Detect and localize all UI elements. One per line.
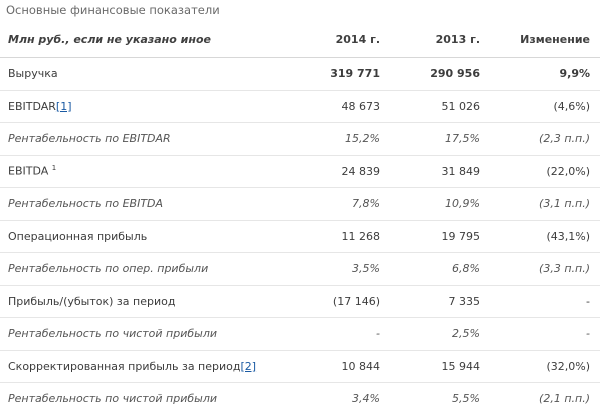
value-2013: 2,5% bbox=[380, 318, 480, 351]
value-2014: - bbox=[250, 318, 380, 351]
page-title: Основные финансовые показатели bbox=[6, 3, 220, 17]
value-change: (22,0%) bbox=[480, 155, 590, 188]
value-2014: 48 673 bbox=[250, 90, 380, 123]
table-header-row bbox=[0, 21, 600, 58]
header-year-2014: 2014 г. bbox=[250, 21, 380, 58]
row-label: Прибыль/(убыток) за период bbox=[0, 285, 250, 318]
value-2013: 10,9% bbox=[380, 188, 480, 221]
row-label: Рентабельность по EBITDAR bbox=[0, 123, 250, 156]
row-label: Рентабельность по EBITDA bbox=[0, 188, 250, 221]
footnote-superscript: 1 bbox=[51, 164, 57, 173]
value-2014: 10 844 bbox=[250, 350, 380, 383]
value-2013: 17,5% bbox=[380, 123, 480, 156]
value-change: (43,1%) bbox=[480, 220, 590, 253]
table-row-net-margin bbox=[0, 318, 600, 351]
value-2014: 24 839 bbox=[250, 155, 380, 188]
row-label: EBITDAR bbox=[8, 99, 56, 113]
row-label: Рентабельность по чистой прибыли bbox=[8, 392, 218, 406]
value-change: 9,9% bbox=[480, 58, 590, 91]
value-2013: 290 956 bbox=[380, 58, 480, 91]
value-change: (2,1 п.п.) bbox=[539, 392, 590, 406]
value-2014: 3,5% bbox=[250, 253, 380, 286]
value-change: (2,3 п.п.) bbox=[480, 123, 590, 156]
row-label: Выручка bbox=[0, 58, 250, 91]
row-label: Операционная прибыль bbox=[0, 220, 250, 253]
table-row-operating-margin bbox=[0, 253, 600, 286]
value-2014: (17 146) bbox=[250, 285, 380, 318]
footnote-link-1[interactable]: [1] bbox=[55, 99, 72, 113]
value-2013: 19 795 bbox=[380, 220, 480, 253]
value-2013: 15 944 bbox=[380, 350, 480, 383]
financial-table bbox=[0, 21, 600, 415]
value-change: - bbox=[480, 318, 590, 351]
value-2013: 7 335 bbox=[380, 285, 480, 318]
value-2014: 319 771 bbox=[250, 58, 380, 91]
value-change: (3,1 п.п.) bbox=[480, 188, 590, 221]
table-row-net-profit bbox=[0, 285, 600, 318]
table-row-adjusted-margin bbox=[0, 383, 600, 415]
value-change: (3,3 п.п.) bbox=[480, 253, 590, 286]
table-row-revenue bbox=[0, 58, 600, 91]
value-2014: 15,2% bbox=[250, 123, 380, 156]
value-2014: 3,4% bbox=[352, 392, 380, 406]
value-2014: 11 268 bbox=[250, 220, 380, 253]
row-label: Рентабельность по опер. прибыли bbox=[0, 253, 250, 286]
value-2013: 51 026 bbox=[380, 90, 480, 123]
value-2013: 6,8% bbox=[380, 253, 480, 286]
row-label-cell bbox=[0, 90, 250, 123]
table-row-adjusted-profit bbox=[0, 350, 600, 383]
value-2013: 31 849 bbox=[380, 155, 480, 188]
header-units-label: Млн руб., если не указано иное bbox=[0, 21, 250, 58]
header-change: Изменение bbox=[480, 21, 590, 58]
table-row-ebitda-margin bbox=[0, 188, 600, 221]
value-change: (4,6%) bbox=[480, 90, 590, 123]
value-change: - bbox=[480, 285, 590, 318]
row-label: Рентабельность по чистой прибыли bbox=[0, 318, 250, 351]
footnote-link-2[interactable]: [2] bbox=[240, 359, 257, 373]
table-row-operating-profit bbox=[0, 220, 600, 253]
value-change: (32,0%) bbox=[480, 350, 590, 383]
value-2013: 5,5% bbox=[452, 392, 480, 406]
row-label-cell bbox=[0, 350, 257, 383]
row-label: EBITDA bbox=[8, 165, 49, 179]
row-label: Скорректированная прибыль за период bbox=[8, 359, 241, 373]
row-label-cell bbox=[0, 155, 250, 188]
value-2014: 7,8% bbox=[250, 188, 380, 221]
table-row-ebitdar bbox=[0, 90, 600, 123]
header-year-2013: 2013 г. bbox=[380, 21, 480, 58]
table-row-ebitdar-margin bbox=[0, 123, 600, 156]
table-row-ebitda bbox=[0, 155, 600, 188]
